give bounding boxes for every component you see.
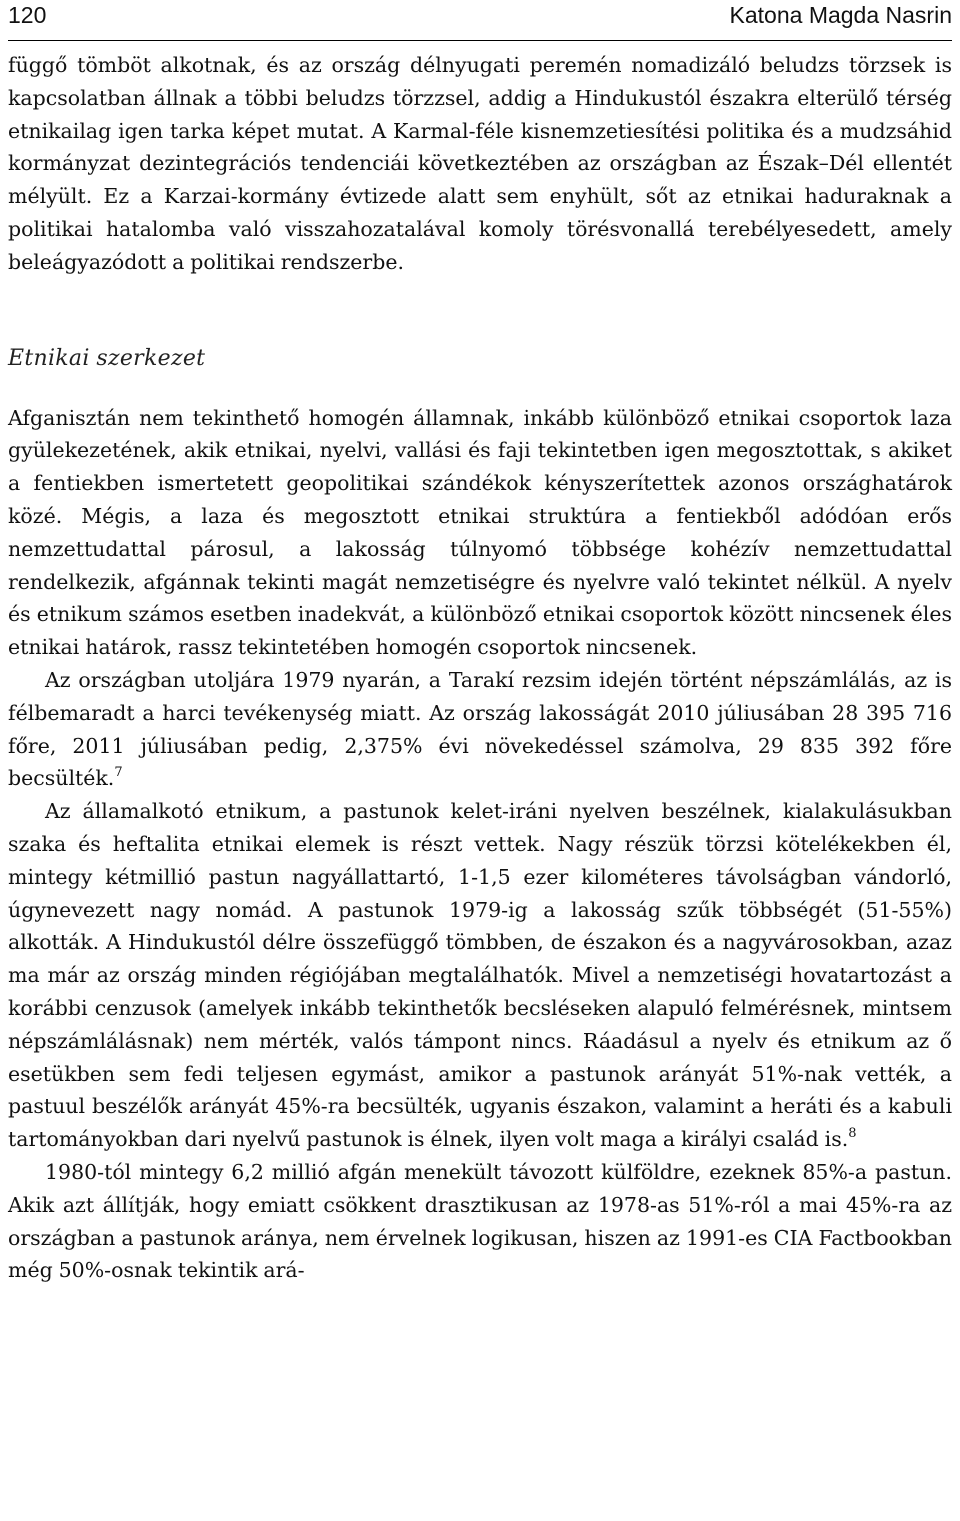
paragraph-text: Az államalkotó etnikum, a pastunok kelet-iráni nyelven beszélnek, kialakulásukban szaka és heftalita etnikai elemek is részt vettek. Nagy részük törzsi kötelékekben él, mintegy kétmillió pastun nagyállattartó, 1-1,5 ezer kilométeres távolságban vándorló, úgynevezett nagy nomád. A pastunok 1979-ig a lakosság szűk többségét (51-55%) alkották. A Hindukustól délre összefüggő tömbben, de északon és a nagyvárosokban, azaz ma már az ország minden régiójában megtalálhatók. Mivel a nemzetiségi hovatartozást a korábbi cenzusok (amelyek inkább tekinthetők becsléseken alapuló felmérésnek, mintsem népszámlálásnak) nem mérték, valós támpont nincs. Ráadásul a nyelv és etnikum az ő esetükben sem fedi teljesen egymást, amikor a pastunok arányát 51%-nak vették, a pastuul beszélők arányát 45%-ra becsülték, ugyanis északon, valamint a heráti és a kabuli tartományokban dari nyelvű pastunok is élnek, ilyen volt maga a királyi család is. — [8, 799, 952, 1152]
paragraph: Afganisztán nem tekinthető homogén államnak, inkább különböző etnikai csoportok laza gyülekezetének, akik etnikai, nyelvi, vallási és faji tekintetben igen megosztottak, s akiket a fentiekben ismertetett geopolitikai szándékok kényszerítettek azonos országhatárok közé. Mégis, a laza és megosztott etnikai struktúra a fentiekből adódóan erős nemzettudattal párosul, a lakosság túlnyomó többsége kohézív nemzettudattal rendelkezik, afgánnak tekinti magát nemzetiségre és nyelvre való tekintet nélkül. A nyelv és etnikum számos esetben inadekvát, a különböző etnikai csoportok között nincsenek éles etnikai határok, rassz tekintetében homogén csoportok nincsenek. — [8, 405, 952, 660]
page-number: 120 — [8, 2, 47, 28]
paragraph-text: Az országban utoljára 1979 nyarán, a Tarakí rezsim idején történt népszámlálás, az is félbemaradt a harci tevékenység miatt. Az ország lakosságát 2010 júliusában 28 395 716 főre, 2011 júliusában pedig, 2,375% évi növekedéssel számolva, 29 835 392 főre becsülték. — [8, 667, 952, 791]
footnote-marker: 8 — [848, 1126, 857, 1142]
section-heading: Etnikai szerkezet — [8, 345, 206, 371]
document-page — [8, 0, 952, 1287]
body-text — [8, 49, 952, 1287]
running-head: Katona Magda Nasrin — [729, 2, 952, 28]
paragraph: függő tömböt alkotnak, és az ország délnyugati peremén nomadizáló beludzs törzsek is kapcsolatban állnak a többi beludzs törzzsel, addig a Hindukustól északra elterülő térség etnikailag igen tarka képet mutat. A Karmal-féle kisnemzetiesítési politika és a mudzsáhid kormányzat dezintegrációs tendenciái következtében az országban az Észak–Dél ellentét mélyült. Ez a Karzai-kormány évtizede alatt sem enyhült, sőt az etnikai haduraknak a politikai hatalomba való visszahozatalával komoly törésvonallá terebélyesedett, amely beleágyazódott a politikai rendszerbe. — [8, 53, 952, 274]
paragraph — [8, 664, 952, 795]
paragraph — [8, 795, 952, 1156]
paragraph: 1980-tól mintegy 6,2 millió afgán menekült távozott külföldre, ezeknek 85%-a pastun. Akik azt állítják, hogy emiatt csökkent drasztikusan az 1978-as 51%-ról a mai 45%-ra az országban a pastunok aránya, nem érvelnek logikusan, hiszen az 1991-es CIA Factbookban még 50%-osnak tekintik ará- — [8, 1159, 952, 1283]
footnote-marker: 7 — [114, 765, 123, 781]
page-header — [8, 0, 952, 41]
